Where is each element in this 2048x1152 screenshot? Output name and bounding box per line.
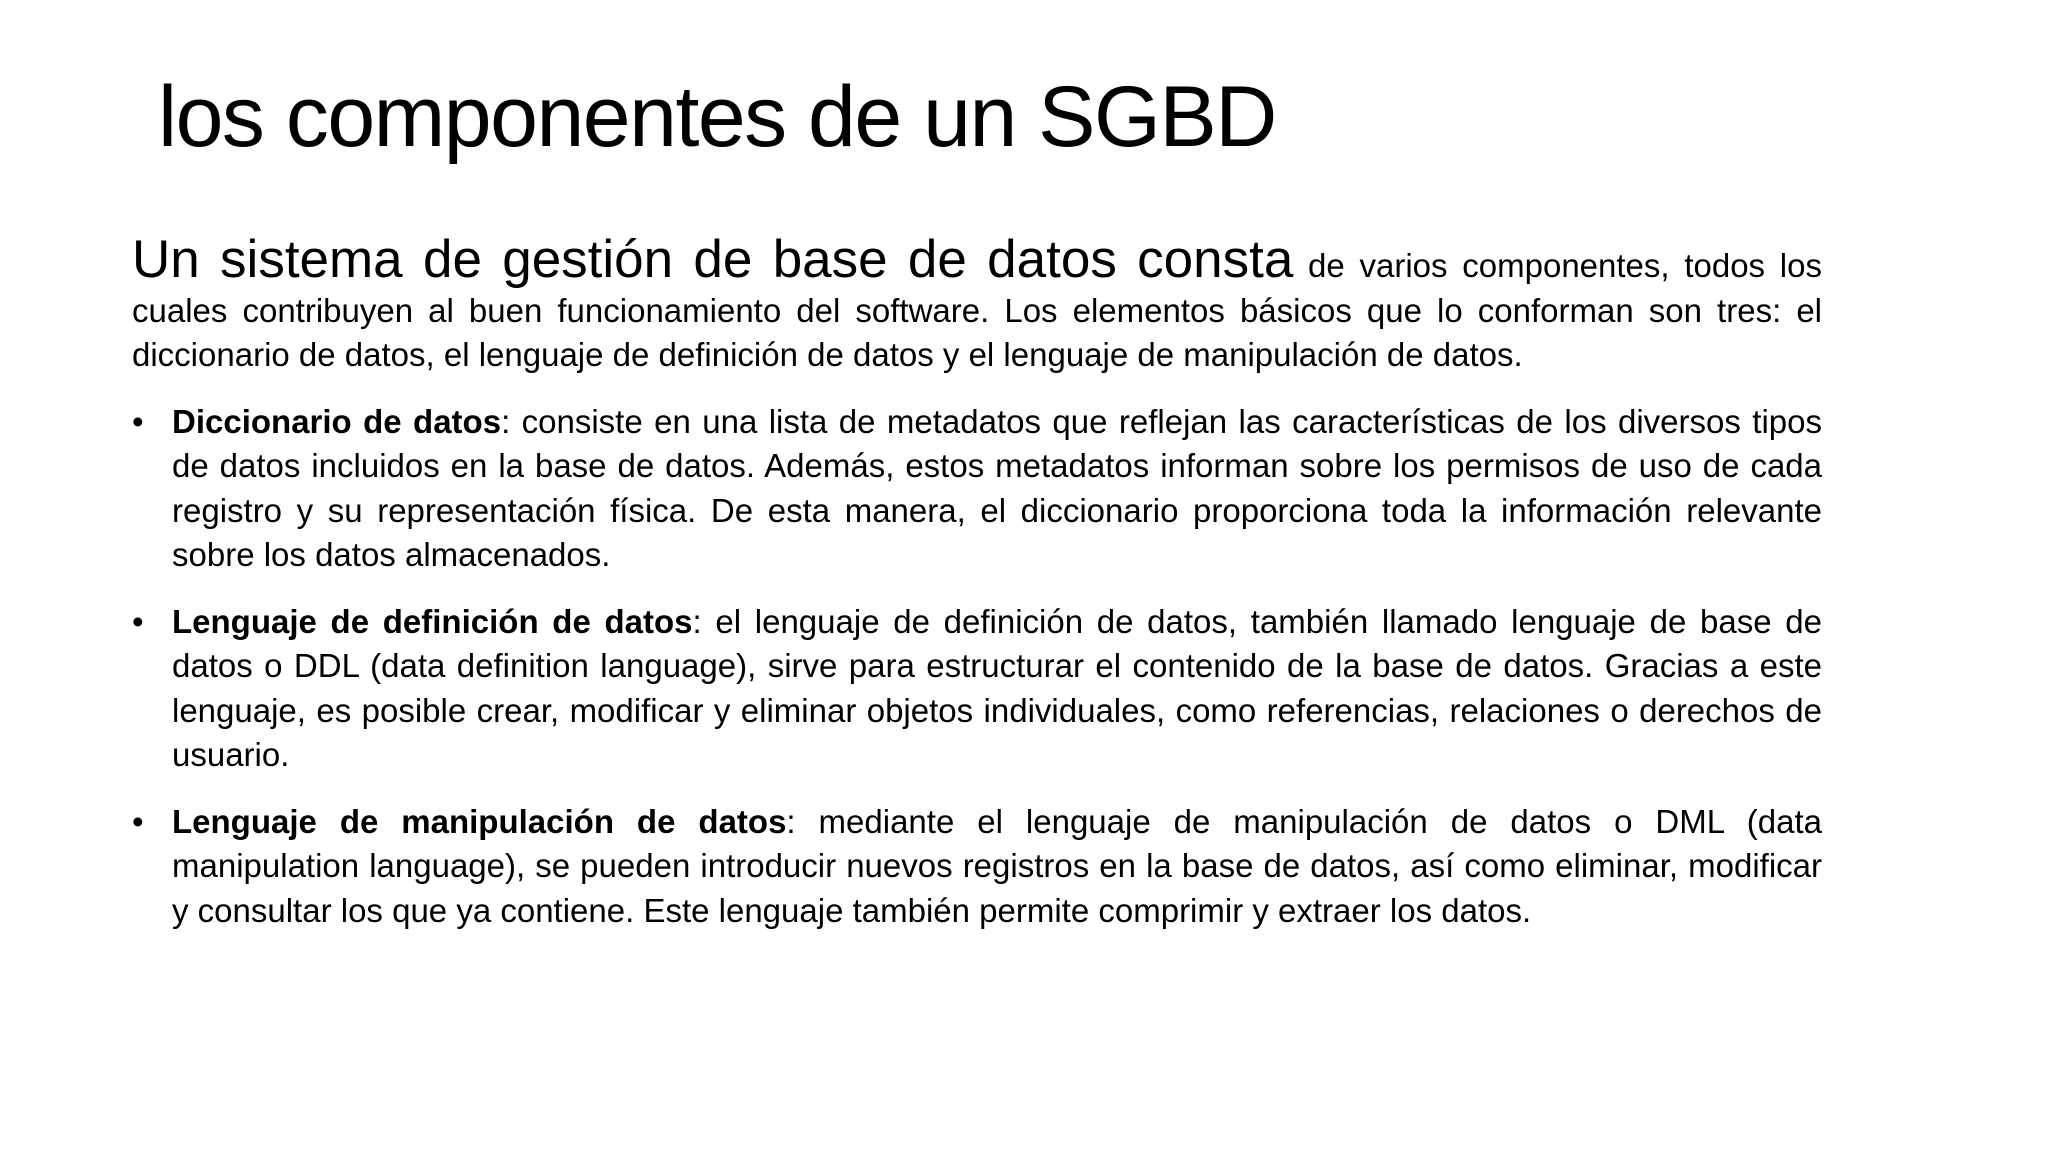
bullet-list: [132, 400, 1822, 934]
bullet-text: : consiste en una lista de metadatos que reflejan las características de los diversos tipos de datos incluidos en la base de datos. Además, estos metadatos informan sobre los permisos de uso de cada registro y su representación física. De esta manera, el diccionario proporciona toda la información relevante sobre los datos almacenados.: [172, 402, 1822, 573]
bullet-dot-icon: •: [132, 802, 144, 840]
bullet-text: : mediante el lenguaje de manipulación de datos o DML (data manipulation language), se pueden introducir nuevos registros en la base de datos, así como eliminar, modificar y consultar los que ya contiene. Este lenguaje también permite comprimir y extraer los datos.: [172, 802, 1822, 929]
bullet-term: Lenguaje de definición de datos: [172, 602, 693, 640]
bullet-dot-icon: •: [132, 602, 144, 640]
bullet-dot-icon: •: [132, 402, 144, 440]
slide-title: los componentes de un SGBD: [158, 69, 1276, 165]
bullet-item-dml: [132, 800, 1822, 934]
intro-lead-text: Un sistema de gestión de base de datos consta: [132, 230, 1294, 289]
intro-rest-text: de varios componentes, todos los cuales contribuyen al buen funcionamiento del software. Los elementos básicos que lo conforman son tres: el diccionario de datos, el lenguaje de definición de datos y el lenguaje de manipulación de datos.: [132, 247, 1822, 373]
slide-body: [132, 230, 1822, 955]
bullet-item-ddl: [132, 600, 1822, 778]
bullet-item-diccionario: [132, 400, 1822, 578]
bullet-term: Diccionario de datos: [172, 402, 502, 440]
bullet-text: : el lenguaje de definición de datos, también llamado lenguaje de base de datos o DDL (data definition language), sirve para estructurar el contenido de la base de datos. Gracias a este lenguaje, es posible crear, modificar y eliminar objetos individuales, como referencias, relaciones o derechos de usuario.: [172, 602, 1822, 773]
bullet-term: Lenguaje de manipulación de datos: [172, 802, 787, 840]
intro-paragraph: [132, 230, 1822, 378]
